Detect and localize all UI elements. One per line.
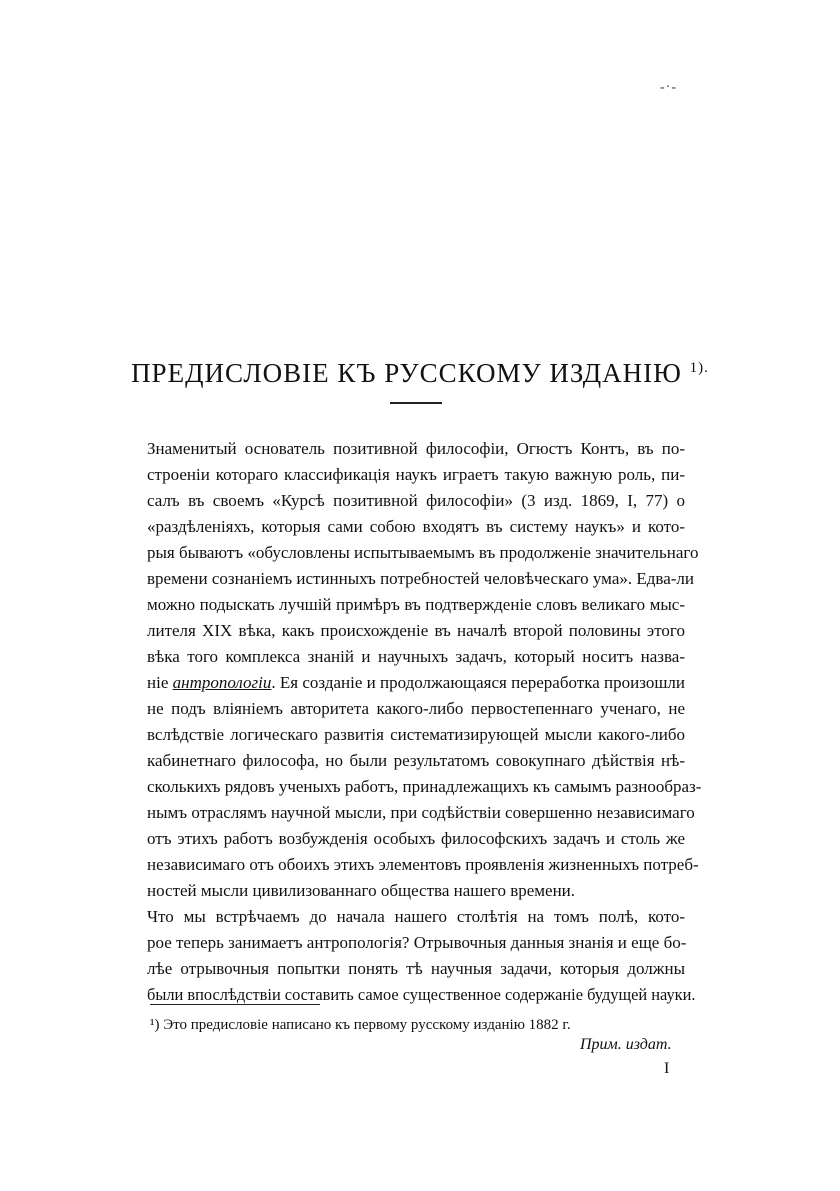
text-line: вѣка того комплекса знаній и научныхъ задачъ, который носитъ назва-	[147, 647, 685, 666]
footnote: ¹) Это предисловіе написано къ первому русскому изданію 1882 г.	[150, 1017, 571, 1033]
text-fragment: ніе	[147, 673, 169, 692]
text-line: отъ этихъ работъ возбужденія особыхъ философскихъ задачъ и столь же	[147, 829, 685, 848]
text-line: Что мы встрѣчаемъ до начала нашего столѣтія на томъ полѣ, кото-	[147, 907, 685, 926]
text-line: были впослѣдствіи составить самое существенное содержаніе будущей науки.	[147, 985, 696, 1004]
text-line: можно подыскать лучшій примѣръ въ подтвержденіе словъ великаго мыс-	[147, 595, 685, 614]
emphasized-term: антропологіи	[172, 673, 272, 692]
text-line: рыя бываютъ «обусловлены испытываемымъ въ продолженіе значительнаго	[147, 543, 699, 562]
page-number: I	[664, 1060, 670, 1077]
text-fragment: . Ея созданіе и продолжающаяся переработка произошли	[271, 673, 685, 692]
text-line: рое теперь занимаетъ антропологія? Отрывочныя данныя знанія и еще бо-	[147, 933, 687, 952]
text-line: кабинетнаго философа, но были результатомъ совокупнаго дѣйствія нѣ-	[147, 751, 685, 770]
text-line: салъ въ своемъ «Курсѣ позитивной философіи» (3 изд. 1869, I, 77) о	[147, 491, 685, 510]
text-line: сколькихъ рядовъ ученыхъ работъ, принадлежащихъ къ самымъ разнообраз-	[147, 777, 702, 796]
text-line: лителя XIX вѣка, какъ происхожденіе въ началѣ второй половины этого	[147, 621, 685, 640]
text-line: строеніи котораго классификація наукъ играетъ такую важную роль, пи-	[147, 465, 685, 484]
text-line: Знаменитый основатель позитивной философіи, Огюстъ Контъ, въ по-	[147, 439, 685, 458]
text-line: не подъ вліяніемъ авторитета какого-либо первостепеннаго ученаго, не	[147, 699, 685, 718]
title-footnote-ref: 1).	[689, 360, 709, 377]
footnote-divider	[150, 1004, 320, 1005]
text-line: ностей мысли цивилизованнаго общества нашего времени.	[147, 881, 576, 900]
text-line	[147, 670, 685, 696]
corner-mark: -·-	[660, 80, 677, 95]
text-line: времени сознаніемъ истинныхъ потребностей человѣческаго ума». Едва-ли	[147, 569, 694, 588]
text-line: «раздѣленіяхъ, которыя сами собою входятъ въ систему наукъ» и кото-	[147, 517, 685, 536]
text-line: лѣе отрывочныя попытки понять тѣ научныя задачи, которыя должны	[147, 959, 685, 978]
text-line: вслѣдствіе логическаго развитія систематизирующей мысли какого-либо	[147, 725, 685, 744]
page-title	[0, 358, 840, 389]
text-line: нымъ отраслямъ научной мысли, при содѣйствіи совершенно независимаго	[147, 803, 695, 822]
footnote-signature: Прим. издат.	[580, 1036, 672, 1053]
title-divider	[390, 402, 442, 404]
title-text: ПРЕДИСЛОВІЕ КЪ РУССКОМУ ИЗДАНІЮ	[131, 358, 682, 389]
text-line: независимаго отъ обоихъ этихъ элементовъ проявленія жизненныхъ потреб-	[147, 855, 699, 874]
